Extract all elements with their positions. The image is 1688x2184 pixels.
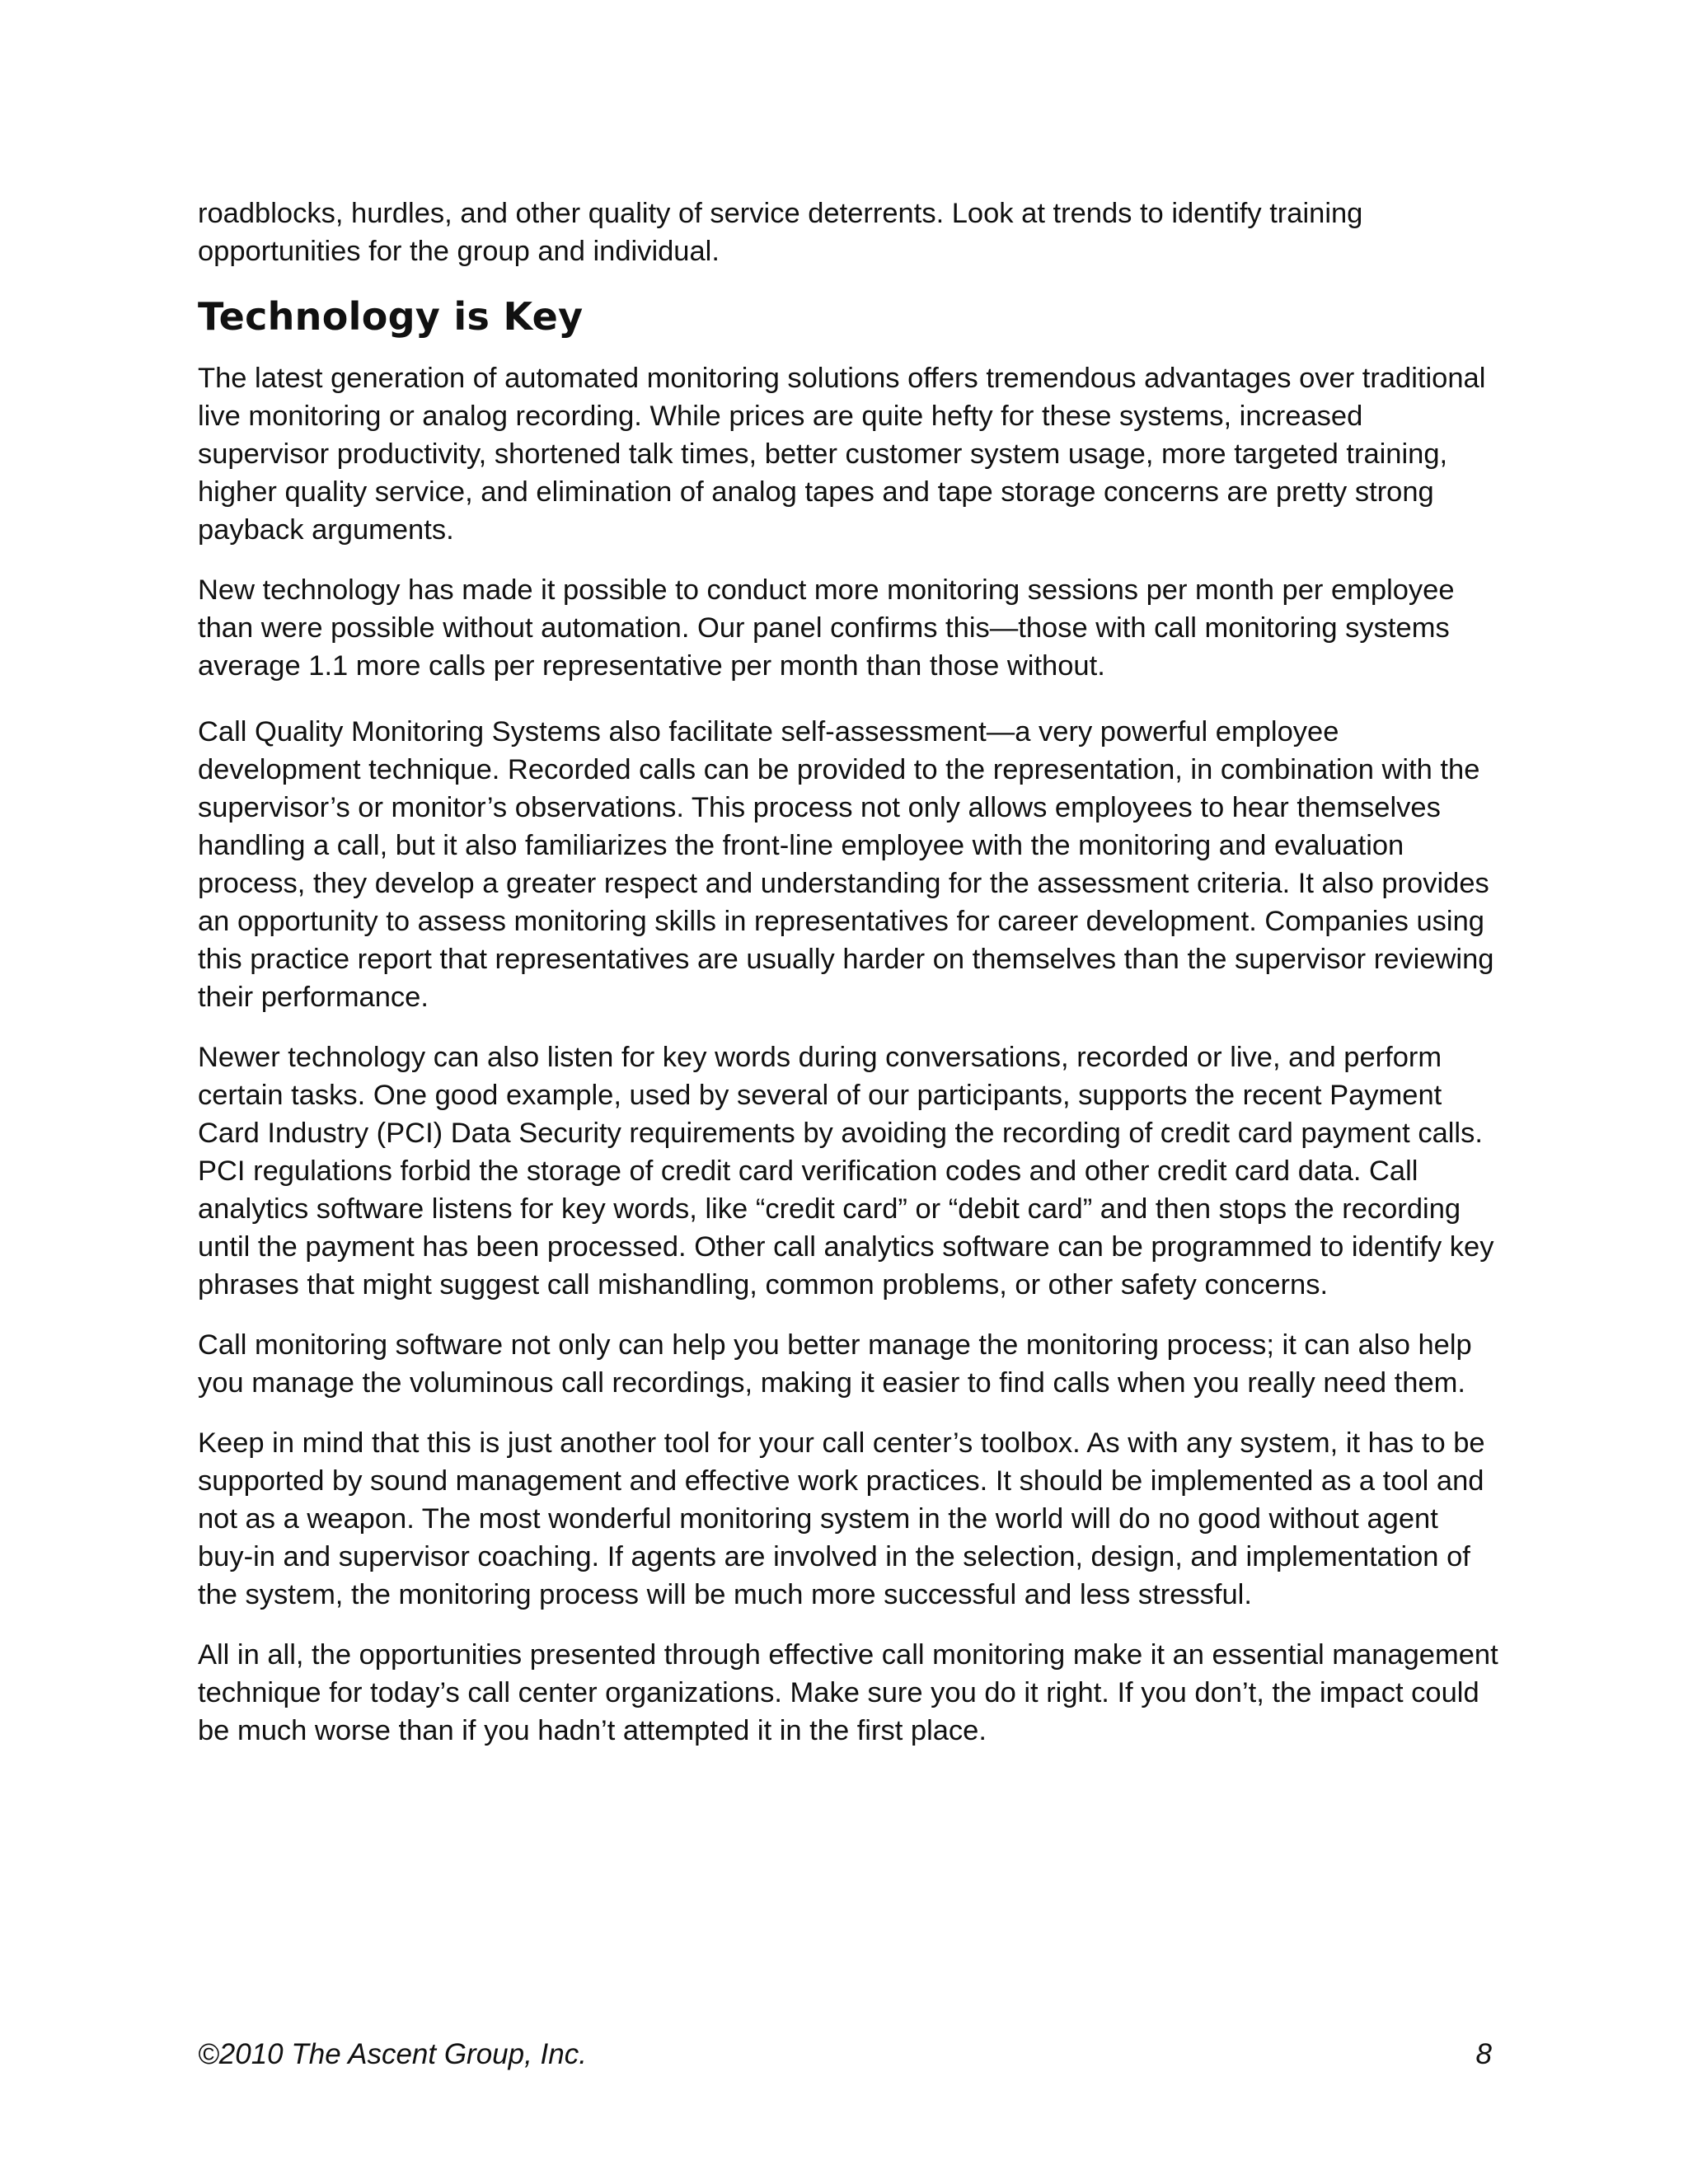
paragraph: All in all, the opportunities presented through effective call monitoring make it an essential management technique for today’s call center organizations. Make sure you do it right. If you don’t, the impact could be much worse than if you hadn’t attempted it in the first place.: [198, 1639, 1498, 1746]
paragraph: The latest generation of automated monitoring solutions offers tremendous advantages over traditional live monitoring or analog recording. While prices are quite hefty for these systems, increased supervisor productivity, shortened talk times, better customer system usage, more targeted training, higher quality service, and elimination of analog tapes and tape storage concerns are pretty strong payback arguments.: [198, 363, 1486, 546]
footer-page-number: 8: [1475, 2038, 1492, 2070]
paragraph: Call Quality Monitoring Systems also facilitate self-assessment—a very powerful employee development technique. Recorded calls can be provided to the representation, in combination with the supervisor’s or monitor’s observations. This process not only allows employees to hear themselves handling a call, but it also familiarizes the front-line employee with the monitoring and evaluation process, they develop a greater respect and understanding for the assessment criteria. It also provides an opportunity to assess monitoring skills in representatives for career development. Companies using this practice report that representatives are usually harder on themselves than the supervisor reviewing their performance.: [198, 716, 1494, 1013]
paragraph: Keep in mind that this is just another tool for your call center’s toolbox. As with any system, it has to be supported by sound management and effective work practices. It should be implemented as a tool and not as a weapon. The most wonderful monitoring system in the world will do no good without agent buy-in and supervisor coaching. If agents are involved in the selection, design, and implementation of the system, the monitoring process will be much more successful and less stressful.: [198, 1427, 1485, 1610]
paragraph: Call monitoring software not only can help you better manage the monitoring process; it can also help you manage the voluminous call recordings, making it easier to find calls when you really need them.: [198, 1329, 1472, 1399]
paragraph: Newer technology can also listen for key words during conversations, recorded or live, and perform certain tasks. One good example, used by several of our participants, supports the recent Payment Card Industry (PCI) Data Security requirements by avoiding the recording of credit card payment calls. PCI regulations forbid the storage of credit card verification codes and other credit card data. Call analytics software listens for key words, like “credit card” or “debit card” and then stops the recording until the payment has been processed. Other call analytics software can be programmed to identify key phrases that might suggest call mishandling, common problems, or other safety concerns.: [198, 1042, 1494, 1301]
paragraph: New technology has made it possible to conduct more monitoring sessions per month per employee than were possible without automation. Our panel confirms this—those with call monitoring systems average 1.1 more calls per representative per month than those without.: [198, 574, 1455, 682]
page-content: [198, 194, 1500, 1772]
section-heading: Technology is Key: [198, 294, 584, 339]
page-footer: [198, 2036, 1492, 2074]
paragraph-continued: roadblocks, hurdles, and other quality of service deterrents. Look at trends to identify training opportunities for the group and individual.: [198, 198, 1363, 267]
footer-copyright: ©2010 The Ascent Group, Inc.: [198, 2038, 587, 2070]
